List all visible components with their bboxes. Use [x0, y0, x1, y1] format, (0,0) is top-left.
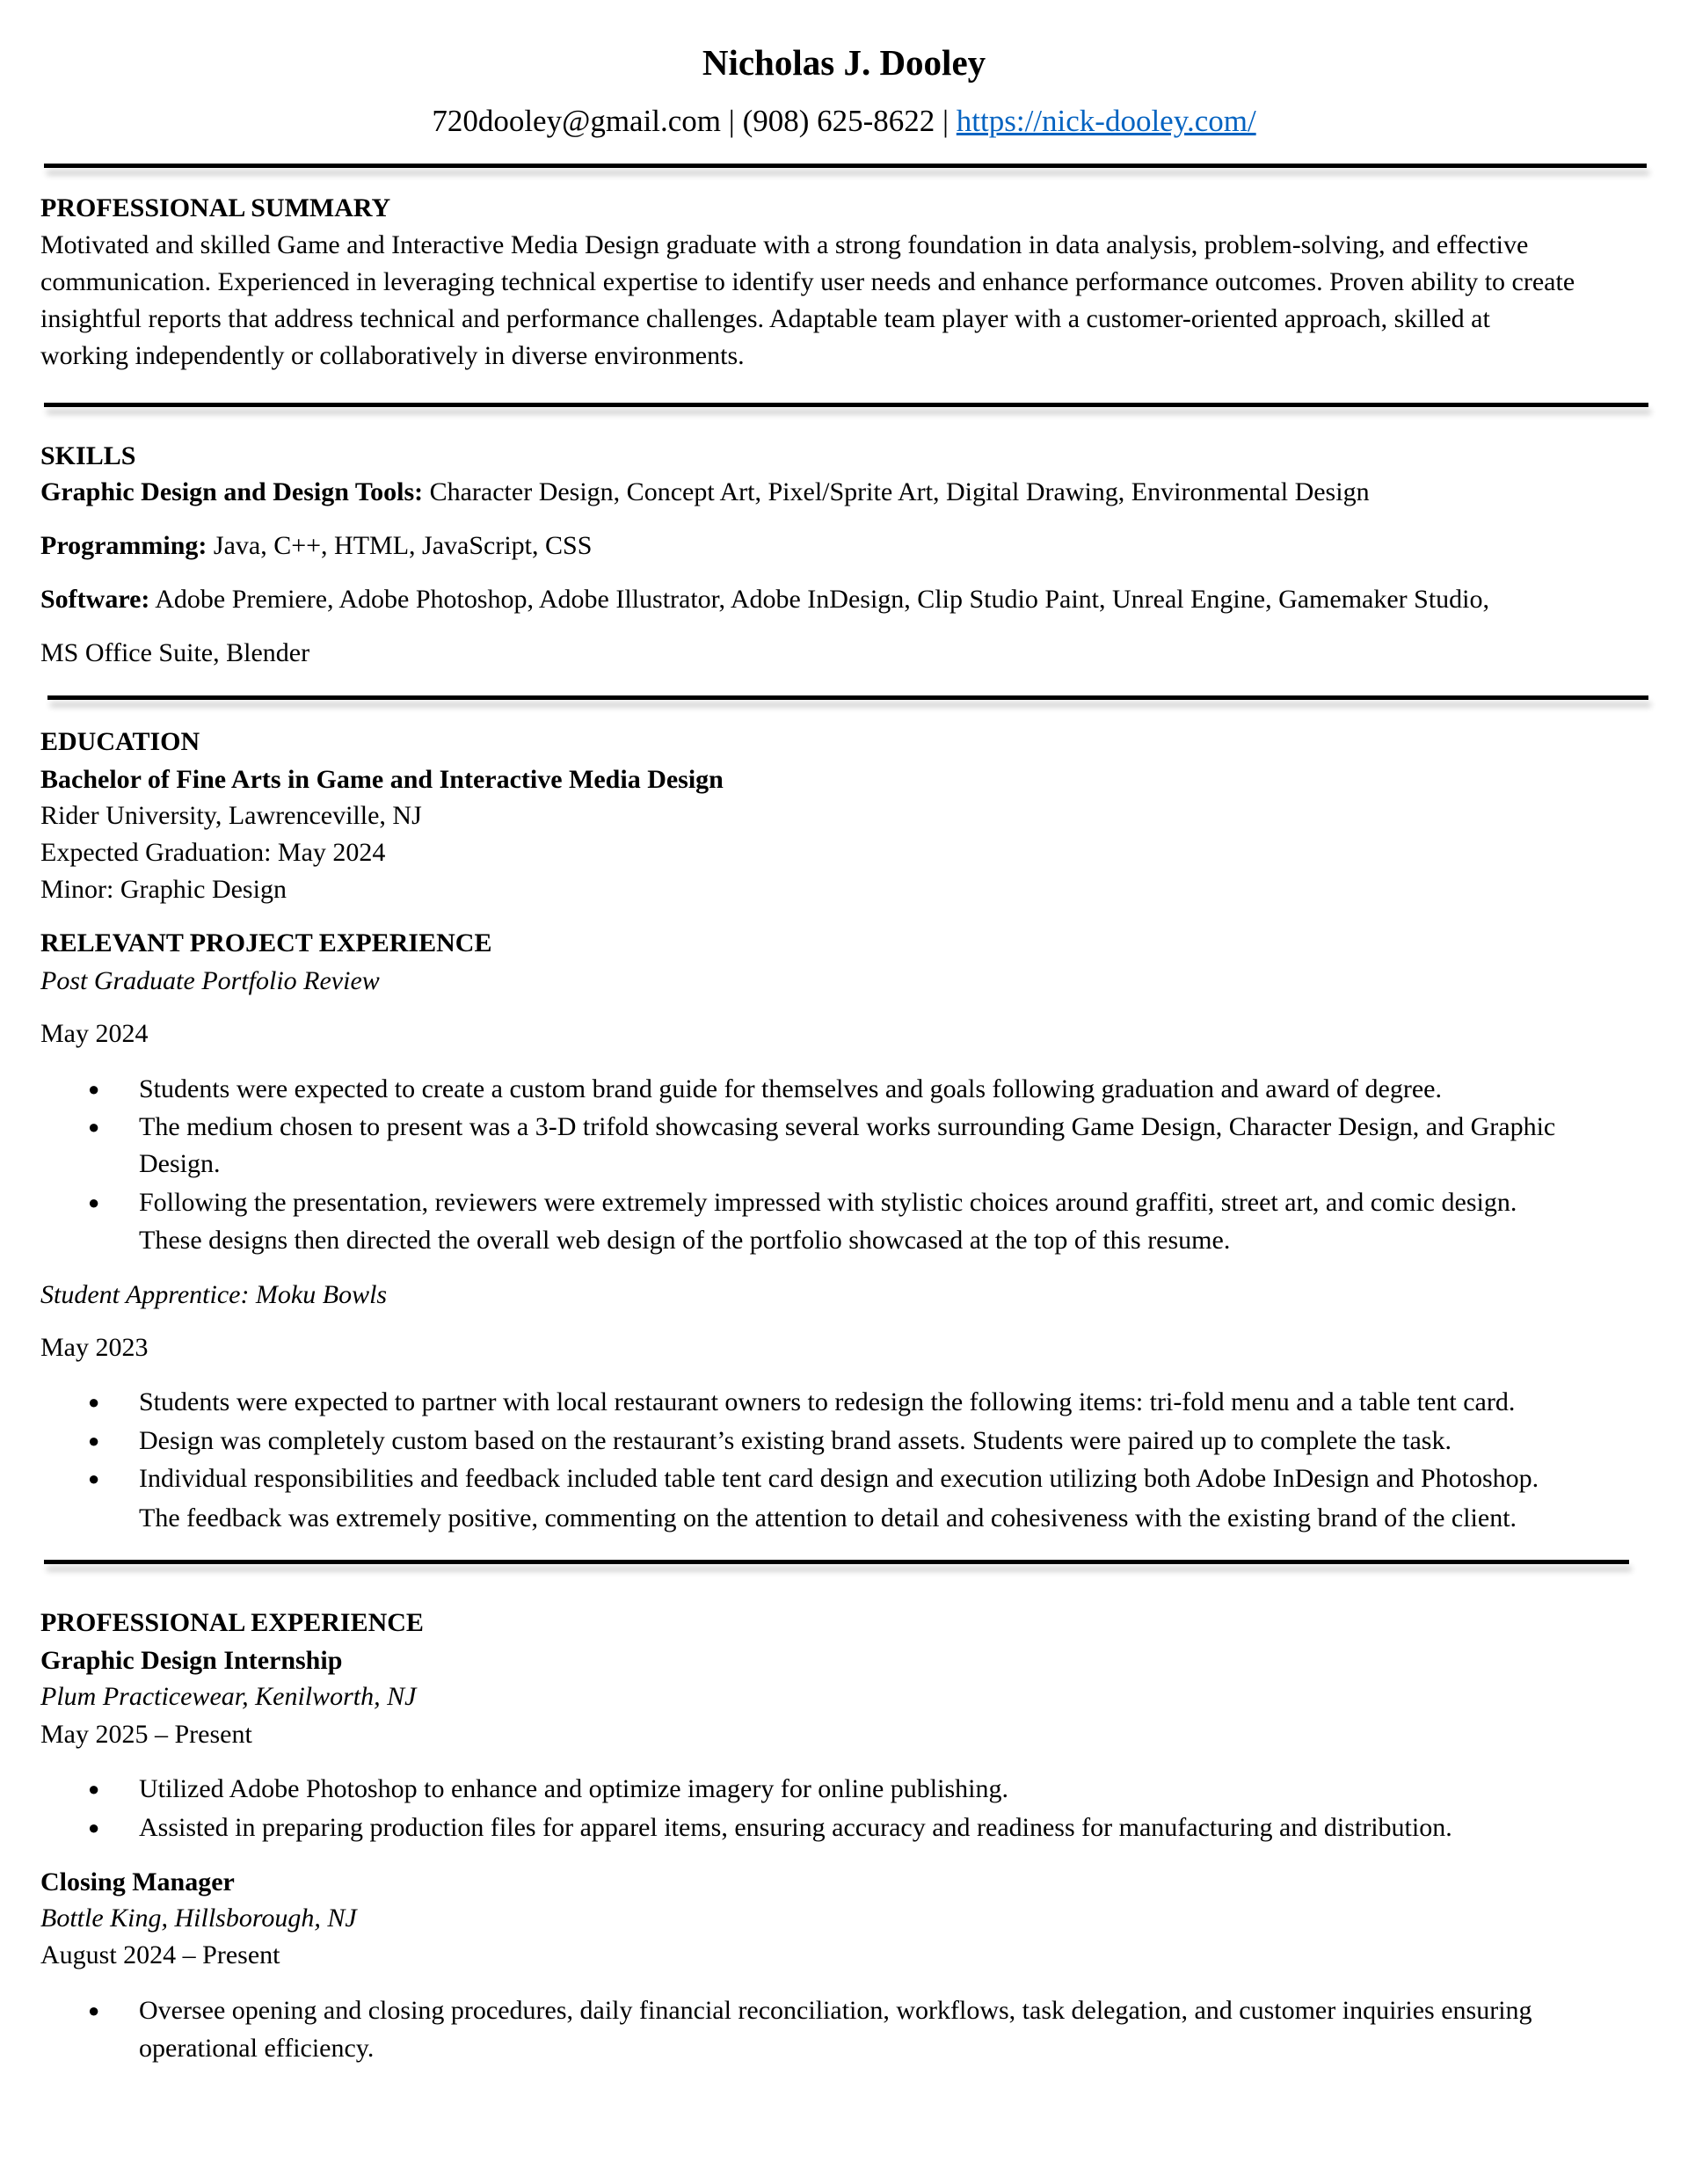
project-bullet-continued: Design.: [139, 1149, 221, 1178]
section-heading-education: EDUCATION: [40, 727, 200, 756]
minor: Minor: Graphic Design: [40, 875, 287, 904]
bullet-icon: ●: [88, 1816, 100, 1838]
website-link[interactable]: https://nick-dooley.com/: [956, 104, 1256, 138]
project-bullet-continued: The feedback was extremely positive, commenting on the attention to detail and cohesiveness with the existing brand of the client.: [139, 1503, 1517, 1532]
project-title: Student Apprentice: Moku Bowls: [40, 1280, 388, 1309]
separator: |: [721, 104, 743, 138]
resume-name: Nicholas J. Dooley: [702, 42, 986, 83]
bullet-icon: ●: [88, 1078, 100, 1100]
skill-value: Character Design, Concept Art, Pixel/Sprite Art, Digital Drawing, Environmental Design: [423, 477, 1370, 506]
job-title: Graphic Design Internship: [40, 1646, 343, 1675]
bullet-icon: ●: [88, 1467, 100, 1489]
section-heading-summary: PROFESSIONAL SUMMARY: [40, 193, 391, 222]
job-title: Closing Manager: [40, 1867, 235, 1896]
job-dates: August 2024 – Present: [40, 1940, 280, 1969]
project-bullet: Students were expected to create a custom brand guide for themselves and goals following graduation and award of degree.: [139, 1074, 1442, 1103]
section-divider: [44, 164, 1647, 168]
job-company: Bottle King, Hillsborough, NJ: [40, 1904, 357, 1933]
project-date: May 2023: [40, 1333, 149, 1362]
project-bullet: The medium chosen to present was a 3-D trifold showcasing several works surrounding Game Design, Character Design, and Graphic: [139, 1112, 1556, 1141]
bullet-icon: ●: [88, 1391, 100, 1413]
graduation-date: Expected Graduation: May 2024: [40, 838, 386, 867]
job-bullet: Assisted in preparing production files for apparel items, ensuring accuracy and readiness for manufacturing and distribution.: [139, 1813, 1452, 1842]
project-bullet: Individual responsibilities and feedback included table tent card design and execution utilizing both Adobe InDesign and Photoshop.: [139, 1464, 1539, 1493]
phone-text: (908) 625-8622: [742, 104, 935, 138]
project-bullet: Design was completely custom based on the restaurant’s existing brand assets. Students were paired up to complete the task.: [139, 1426, 1452, 1455]
bullet-icon: ●: [88, 1999, 100, 2021]
skill-label: Software:: [40, 585, 150, 614]
job-bullet: Oversee opening and closing procedures, daily financial reconciliation, workflows, task delegation, and customer inquiries ensuring: [139, 1996, 1532, 2025]
job-bullet-continued: operational efficiency.: [139, 2034, 375, 2063]
bullet-icon: ●: [88, 1778, 100, 1800]
summary-line: working independently or collaboratively in diverse environments.: [40, 341, 745, 370]
separator: |: [935, 104, 957, 138]
project-bullet-continued: These designs then directed the overall web design of the portfolio showcased at the top of this resume.: [139, 1226, 1231, 1255]
bullet-icon: ●: [88, 1430, 100, 1452]
job-company: Plum Practicewear, Kenilworth, NJ: [40, 1682, 417, 1711]
contact-line: [0, 102, 1688, 141]
skill-line: [40, 530, 592, 562]
summary-line: insightful reports that address technical and performance challenges. Adaptable team player with a customer-oriented approach, skilled at: [40, 304, 1490, 333]
job-bullet: Utilized Adobe Photoshop to enhance and optimize imagery for online publishing.: [139, 1774, 1008, 1803]
section-heading-skills: SKILLS: [40, 441, 136, 470]
project-bullet: Students were expected to partner with local restaurant owners to redesign the following items: tri-fold menu and a table tent card.: [139, 1387, 1516, 1416]
skill-label: Graphic Design and Design Tools:: [40, 477, 424, 506]
summary-line: Motivated and skilled Game and Interactive Media Design graduate with a strong foundation in data analysis, problem-solving, and effective: [40, 230, 1529, 259]
email-text: 720dooley@gmail.com: [432, 104, 722, 138]
summary-line: communication. Experienced in leveraging technical expertise to identify user needs and enhance performance outcomes. Proven ability to create: [40, 267, 1575, 296]
section-divider: [47, 695, 1648, 700]
skill-value: Adobe Premiere, Adobe Photoshop, Adobe Illustrator, Adobe InDesign, Clip Studio Paint, Unreal Engine, Gamemaker Studio,: [149, 585, 1490, 614]
project-bullet: Following the presentation, reviewers were extremely impressed with stylistic choices around graffiti, street art, and comic design.: [139, 1188, 1517, 1217]
section-divider: [44, 1560, 1629, 1564]
skill-value: Java, C++, HTML, JavaScript, CSS: [207, 531, 593, 560]
job-dates: May 2025 – Present: [40, 1720, 252, 1749]
project-title: Post Graduate Portfolio Review: [40, 966, 380, 995]
section-heading-experience: PROFESSIONAL EXPERIENCE: [40, 1608, 424, 1637]
school-name: Rider University, Lawrenceville, NJ: [40, 801, 422, 830]
skill-line-continued: MS Office Suite, Blender: [40, 638, 310, 667]
skill-line: [40, 584, 1489, 615]
skill-label: Programming:: [40, 531, 207, 560]
section-divider: [44, 403, 1648, 407]
project-date: May 2024: [40, 1019, 149, 1048]
skill-line: [40, 477, 1370, 508]
bullet-icon: ●: [88, 1116, 100, 1138]
bullet-icon: ●: [88, 1191, 100, 1213]
degree-title: Bachelor of Fine Arts in Game and Interactive Media Design: [40, 765, 724, 794]
section-heading-projects: RELEVANT PROJECT EXPERIENCE: [40, 928, 492, 957]
